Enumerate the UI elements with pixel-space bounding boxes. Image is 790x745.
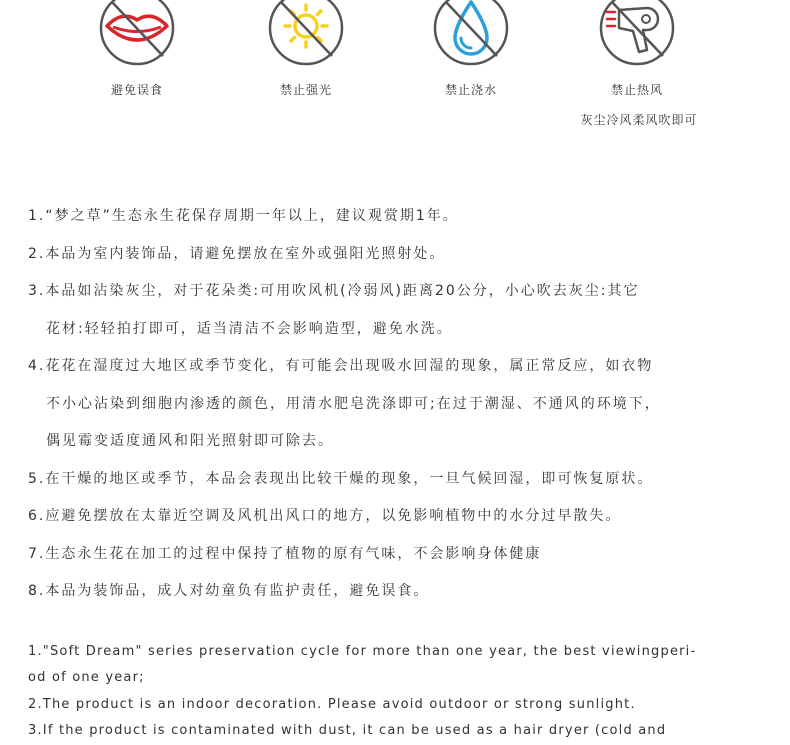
icon-column-hair-dryer [577,0,697,97]
english-instructions [28,640,768,745]
instruction-zh-2: 2.本品为室内装饰品，请避免摆放在室外或强阳光照射处。 [28,245,446,262]
instruction-zh-4-cont-2: 偶见霉变适度通风和阳光照射即可除去。 [46,433,334,449]
instruction-zh-5: 5.在干燥的地区或季节，本品会表现出比较干燥的现象，一旦气候回湿，即可恢复原状。 [28,470,654,487]
instruction-en-1: 1."Soft Dream" series preservation cycle for more than one year, the best viewingperi- [28,644,697,659]
icon-column-sun [246,0,366,97]
icon-label-water: 禁止浇水 [444,83,497,97]
instruction-zh-4: 4.花花在湿度过大地区或季节变化，有可能会出现吸水回湿的现象，属正常反应，如衣物 [28,358,654,374]
water-drop-prohibited-icon [411,0,531,70]
care-icons-row [0,0,790,140]
chinese-instructions [28,202,768,615]
icon-column-water [411,0,531,97]
instruction-en-2: 2.The product is an indoor decoration. Please avoid outdoor or strong sunlight. [28,696,636,712]
instruction-zh-3-cont: 花材:轻轻拍打即可，适当清洁不会影响造型，避免水洗。 [46,320,453,337]
instruction-en-1-cont: od of one year; [28,670,145,686]
icon-label-sun: 禁止强光 [279,83,332,97]
instruction-zh-1: 1.“梦之草”生态永生花保存周期一年以上，建议观赏期1年。 [28,208,459,224]
instruction-zh-3: 3.本品如沾染灰尘，对于花朵类:可用吹风机(冷弱风)距离20公分，小心吹去灰尘:其它 [28,283,640,299]
icon-column-lips [77,0,197,97]
icon-label-lips: 避免误食 [110,83,163,97]
instruction-zh-7: 7.生态永生花在加工的过程中保持了植物的原有气味，不会影响身体健康 [28,545,542,562]
hair-dryer-prohibited-icon [577,0,697,70]
instruction-zh-8: 8.本品为装饰品，成人对幼童负有监护责任，避免误食。 [28,583,430,599]
instruction-zh-4-cont: 不小心沾染到细胞内渗透的颜色，用清水肥皂洗涤即可;在过于潮湿、不通风的环境下， [46,395,661,412]
instruction-en-3: 3.If the product is contaminated with dust, it can be used as a hair dryer (cold and [28,722,667,738]
hair-dryer-note: 灰尘冷风柔风吹即可 [580,113,698,127]
instruction-zh-6: 6.应避免摆放在太靠近空调及风机出风口的地方，以免影响植物中的水分过早散失。 [28,508,622,524]
sun-prohibited-icon [246,0,366,70]
lips-prohibited-icon [77,0,197,70]
icon-label-hair-dryer: 禁止热风 [610,83,663,97]
